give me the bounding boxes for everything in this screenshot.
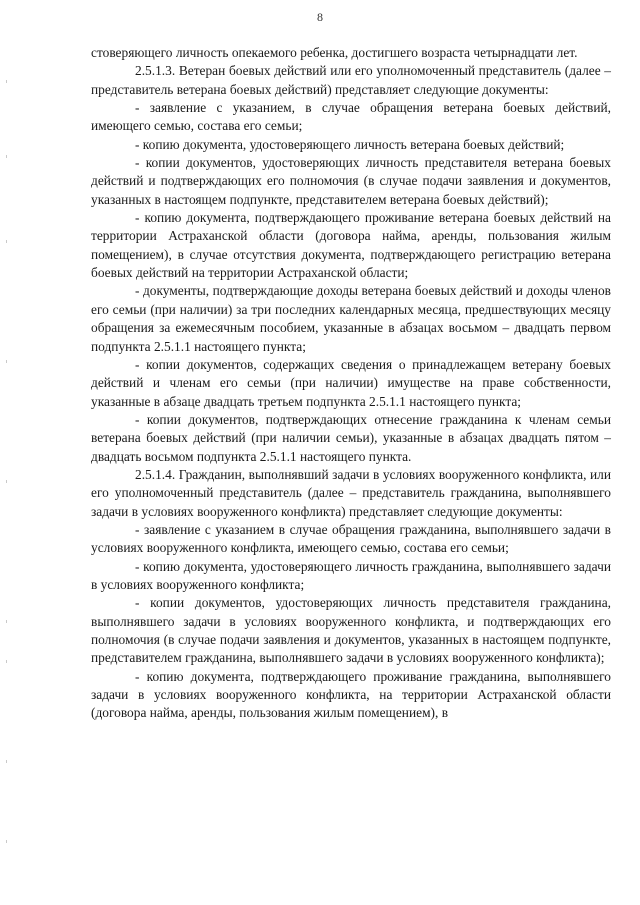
scan-margin-marks: [6, 60, 8, 860]
page-number: 8: [317, 10, 323, 24]
paragraph-continuation: стоверяющего личность опекаемого ребенка, достигшего возраста четырнадцати лет.: [91, 45, 578, 60]
list-item: - заявление с указанием в случае обращения гражданина, выполнявшего задачи в условиях вооруженного конфликта, имеющего семью, состава его семьи;: [91, 521, 611, 556]
list-item: - документы, подтверждающие доходы ветерана боевых действий и доходы членов его семьи (при наличии) за три последних календарных месяца, предшествующих месяцу обращения за ежемесячным пособием, указанные в абзацах восьмом – двадцать первом подпункта 2.5.1.1 настоящего пункта;: [91, 283, 611, 354]
paragraph-section-2-5-1-3: 2.5.1.3. Ветеран боевых действий или его уполномоченный представитель (далее – представитель ветерана боевых действий) представляет следующие документы:: [91, 63, 611, 97]
paragraph-section-2-5-1-4: 2.5.1.4. Гражданин, выполнявший задачи в условиях вооруженного конфликта, или его уполномоченный представитель (далее – представитель гражданина, выполнявшего задачи в условиях вооруженного конфликта) представляет следующие документы:: [91, 466, 611, 519]
list-item: - копию документа, подтверждающего проживание гражданина, выполнявшего задачи в условиях вооруженного конфликта, на территории Астраханской области (договора найма, аренды, пользования жилым помещением), в: [91, 668, 611, 721]
document-body: [91, 44, 611, 723]
list-item: - копии документов, содержащих сведения о принадлежащем ветерану боевых действий и членам его семьи (при наличии) имуществе на праве собственности, указанные в абзаце двадцать третьем подпункта 2.5.1.1 настоящего пункта;: [91, 356, 611, 409]
list-item: - копии документов, удостоверяющих личность представителя гражданина, выполнявшего задачи в условиях вооруженного конфликта, и подтверждающих его полномочия (в случае подачи заявления и документов, указанных в настоящем подпункте, представителем гражданина, выполнявшего задачи в условиях вооруженного конфликта);: [91, 595, 611, 666]
list-item: - заявление с указанием, в случае обращения ветерана боевых действий, имеющего семью, состава его семьи;: [91, 100, 611, 134]
list-item: - копию документа, удостоверяющего личность ветерана боевых действий;: [135, 136, 565, 152]
list-item: - копию документа, подтверждающего проживание ветерана боевых действий на территории Астраханской области (договора найма, аренды, пользования жилым помещением), в случае отсутствия документа, подтверждающего регистрацию ветерана боевых действий на территории Астраханской области;: [91, 210, 611, 281]
list-item: - копии документов, удостоверяющих личность представителя ветерана боевых действий и подтверждающих его полномочия (в случае подачи заявления и документов, указанных в настоящем подпункте, представителем ветерана боевых действий);: [91, 155, 611, 207]
list-item: - копию документа, удостоверяющего личность гражданина, выполнявшего задачи в условиях вооруженного конфликта;: [91, 558, 611, 592]
list-item: - копии документов, подтверждающих отнесение гражданина к членам семьи ветерана боевых действий (при наличии семьи), указанные в абзацах двадцать пятом – двадцать восьмом подпункта 2.5.1.1 настоящего пункта.: [91, 411, 611, 464]
